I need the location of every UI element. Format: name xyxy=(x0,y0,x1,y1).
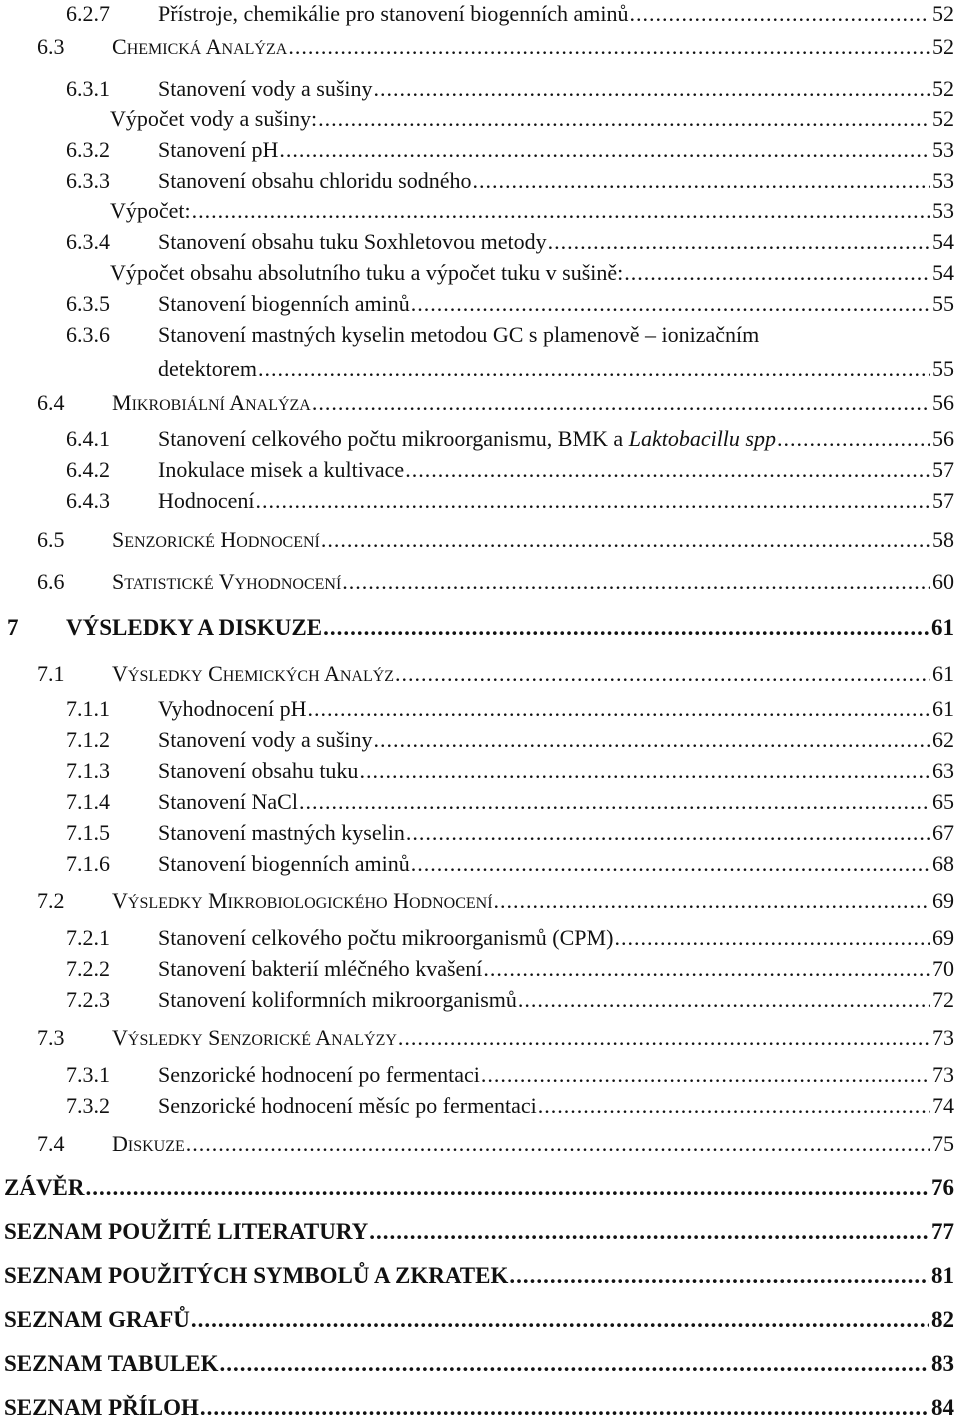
toc-leader-dots xyxy=(323,614,929,642)
toc-page-number: 57 xyxy=(932,457,954,482)
toc-entry-title: Stanovení obsahu tuku Soxhletovou metody xyxy=(158,229,547,254)
toc-page-number: 54 xyxy=(932,229,954,254)
toc-page-number: 70 xyxy=(932,956,954,981)
toc-leader-dots xyxy=(494,887,930,915)
toc-page-number: 73 xyxy=(932,1062,954,1087)
toc-entry-title: Stanovení koliformních mikroorganismů xyxy=(158,987,517,1012)
toc-entry-title: CHEMICKÁ ANALÝZA xyxy=(112,34,288,59)
toc-leader-dots xyxy=(624,259,930,287)
toc-entry-title: Výpočet obsahu absolutního tuku a výpočet tuku v sušině: xyxy=(110,260,624,285)
toc-entry-title: VÝSLEDKY CHEMICKÝCH ANALÝZ xyxy=(112,661,395,686)
toc-leader-dots xyxy=(509,1262,929,1290)
toc-page-number: 53 xyxy=(932,137,954,162)
toc-leader-dots xyxy=(258,355,930,383)
toc-leader-dots xyxy=(374,726,931,754)
toc-entry-title: SEZNAM POUŽITÉ LITERATURY xyxy=(4,1219,369,1244)
toc-page-number: 63 xyxy=(932,758,954,783)
toc-entry-title: Stanovení celkového počtu mikroorganismů (CPM) xyxy=(158,925,614,950)
toc-entry-number: 7.3.1 xyxy=(66,1062,110,1087)
toc-page-number: 77 xyxy=(931,1219,954,1244)
toc-leader-dots xyxy=(369,1218,929,1246)
toc-entry-number: 7.3 xyxy=(37,1025,65,1050)
toc-leader-dots xyxy=(629,0,930,28)
toc-leader-dots xyxy=(374,75,931,103)
toc-page-number: 57 xyxy=(932,488,954,513)
toc-entry-title: VÝSLEDKY SENZORICKÉ ANALÝZY xyxy=(112,1025,397,1050)
toc-entry-number: 6.2.7 xyxy=(66,1,110,26)
toc-entry-title: Stanovení pH xyxy=(158,137,279,162)
toc-entry-title: SEZNAM POUŽITÝCH SYMBOLŮ A ZKRATEK xyxy=(4,1263,509,1288)
toc-leader-dots xyxy=(321,526,930,554)
toc-leader-dots xyxy=(192,197,930,225)
toc-page-number: 67 xyxy=(932,820,954,845)
toc-entry-number: 7.1.3 xyxy=(66,758,110,783)
toc-page-number: 52 xyxy=(932,34,954,59)
toc-entry-title: VÝSLEDKY MIKROBIOLOGICKÉHO HODNOCENÍ xyxy=(112,888,493,913)
toc-entry-number: 6.3.2 xyxy=(66,137,110,162)
toc-entry-number: 6.4.3 xyxy=(66,488,110,513)
toc-page-number: 53 xyxy=(932,198,954,223)
toc-entry-title: Stanovení bakterií mléčného kvašení xyxy=(158,956,483,981)
toc-leader-dots xyxy=(777,425,930,453)
toc-entry-title-italic: Laktobacillu spp xyxy=(628,426,776,451)
toc-entry-title: Stanovení obsahu chloridu sodného xyxy=(158,168,472,193)
toc-entry-title: Stanovení NaCl xyxy=(158,789,298,814)
toc-entry-title: Přístroje, chemikálie pro stanovení biogenních aminů xyxy=(158,1,629,26)
toc-entry-title: Stanovení vody a sušiny xyxy=(158,76,373,101)
toc-entry-title: Stanovení mastných kyselin metodou GC s plamenově – ionizačním xyxy=(158,322,760,347)
toc-leader-dots xyxy=(299,788,930,816)
toc-entry-number: 6.6 xyxy=(37,569,65,594)
toc-entry-title: Výpočet: xyxy=(110,198,191,223)
toc-entry-number: 7.1.6 xyxy=(66,851,110,876)
toc-page-number: 61 xyxy=(932,661,954,686)
toc-page-number: 83 xyxy=(931,1351,954,1376)
toc-page-number: 52 xyxy=(932,1,954,26)
toc-leader-dots xyxy=(86,1174,929,1202)
toc-entry-number: 7.1.5 xyxy=(66,820,110,845)
toc-page-number: 52 xyxy=(932,76,954,101)
toc-entry-number: 6.3 xyxy=(37,34,65,59)
toc-entry-number: 7.2 xyxy=(37,888,65,913)
toc-leader-dots xyxy=(405,456,930,484)
toc-page-number: 61 xyxy=(931,615,954,640)
toc-page-number: 52 xyxy=(932,106,954,131)
toc-entry-number: 7.1.1 xyxy=(66,696,110,721)
toc-entry-title: Stanovení mastných kyselin xyxy=(158,820,405,845)
toc-leader-dots xyxy=(288,33,930,61)
toc-entry-number: 7.2.3 xyxy=(66,987,110,1012)
toc-leader-dots xyxy=(312,389,930,417)
toc-entry-title: Hodnocení xyxy=(158,488,255,513)
toc-leader-dots xyxy=(342,568,930,596)
toc-entry-number: 7.3.2 xyxy=(66,1093,110,1118)
toc-entry-title: ZÁVĚR xyxy=(4,1175,85,1200)
toc-page-number: 74 xyxy=(932,1093,954,1118)
toc-page-number: 84 xyxy=(931,1395,954,1420)
toc-entry-number: 6.4.2 xyxy=(66,457,110,482)
toc-leader-dots xyxy=(395,660,930,688)
toc-entry-title: Výpočet vody a sušiny: xyxy=(110,106,318,131)
toc-entry-title: detektorem xyxy=(158,356,257,381)
toc-entry-title: Vyhodnocení pH xyxy=(158,696,307,721)
toc-entry-title: VÝSLEDKY A DISKUZE xyxy=(66,615,323,640)
toc-leader-dots xyxy=(256,487,930,515)
toc-leader-dots xyxy=(191,1306,929,1334)
toc-entry-title: SEZNAM PŘÍLOH xyxy=(4,1395,199,1420)
toc-page-number: 65 xyxy=(932,789,954,814)
toc-entry-number: 7.1 xyxy=(37,661,65,686)
toc-entry-number: 7.4 xyxy=(37,1131,65,1156)
toc-entry-number: 7.1.4 xyxy=(66,789,110,814)
toc-entry-number: 7 xyxy=(7,615,19,640)
toc-page-number: 56 xyxy=(932,426,954,451)
toc-leader-dots xyxy=(538,1092,930,1120)
toc-entry-title: Stanovení biogenních aminů xyxy=(158,851,410,876)
toc-entry-title: Stanovení obsahu tuku xyxy=(158,758,359,783)
toc-entry-title-text: Stanovení celkového počtu mikroorganismu, BMK a xyxy=(158,426,629,451)
toc-page-number: 55 xyxy=(932,291,954,316)
toc-leader-dots xyxy=(518,986,930,1014)
toc-leader-dots xyxy=(406,819,930,847)
toc-entry-title: Stanovení vody a sušiny xyxy=(158,727,373,752)
toc-leader-dots xyxy=(359,757,930,785)
toc-leader-dots xyxy=(483,955,930,983)
toc-page-number: 81 xyxy=(931,1263,954,1288)
toc-entry-title: SEZNAM TABULEK xyxy=(4,1351,219,1376)
toc-page-number: 69 xyxy=(932,925,954,950)
toc-page-number: 61 xyxy=(932,696,954,721)
toc-leader-dots xyxy=(307,695,930,723)
toc-page-number: 69 xyxy=(932,888,954,913)
toc-entry-number: 6.4 xyxy=(37,390,65,415)
toc-leader-dots xyxy=(398,1024,930,1052)
toc-page-number: 62 xyxy=(932,727,954,752)
toc-entry-title: DISKUZE xyxy=(112,1131,185,1156)
toc-entry-number: 6.3.4 xyxy=(66,229,110,254)
toc-entry-number: 6.5 xyxy=(37,527,65,552)
toc-entry-title: STATISTICKÉ VYHODNOCENÍ xyxy=(112,569,342,594)
toc-entry-number: 7.2.1 xyxy=(66,925,110,950)
toc-page-number: 56 xyxy=(932,390,954,415)
toc-leader-dots xyxy=(614,924,930,952)
toc-entry-number: 6.3.3 xyxy=(66,168,110,193)
toc-leader-dots xyxy=(220,1350,929,1378)
toc-entry-number: 6.3.5 xyxy=(66,291,110,316)
toc-page-number: 82 xyxy=(931,1307,954,1332)
toc-entry-number: 7.2.2 xyxy=(66,956,110,981)
toc-page-number: 53 xyxy=(932,168,954,193)
toc-entry-number: 7.1.2 xyxy=(66,727,110,752)
toc-page-number: 75 xyxy=(932,1131,954,1156)
toc-leader-dots xyxy=(200,1394,929,1422)
toc-entry-title xyxy=(158,425,776,453)
toc-leader-dots xyxy=(472,167,930,195)
toc-entry-title: Senzorické hodnocení po fermentaci xyxy=(158,1062,480,1087)
toc-page-number: 58 xyxy=(932,527,954,552)
toc-entry-number: 6.4.1 xyxy=(66,426,110,451)
toc-entry-number: 6.3.1 xyxy=(66,76,110,101)
toc-page-number: 54 xyxy=(932,260,954,285)
toc-leader-dots xyxy=(548,228,930,256)
toc-page-number: 55 xyxy=(932,356,954,381)
toc-entry-number: 6.3.6 xyxy=(66,322,110,347)
toc-leader-dots xyxy=(411,850,930,878)
toc-page-number: 72 xyxy=(932,987,954,1012)
toc-entry-title: SENZORICKÉ HODNOCENÍ xyxy=(112,527,320,552)
toc-leader-dots xyxy=(279,136,930,164)
toc-leader-dots xyxy=(318,105,930,133)
toc-page-number: 60 xyxy=(932,569,954,594)
toc-entry-title: Senzorické hodnocení měsíc po fermentaci xyxy=(158,1093,537,1118)
toc-page-number: 76 xyxy=(931,1175,954,1200)
toc-page-number: 68 xyxy=(932,851,954,876)
toc-entry-title: Stanovení biogenních aminů xyxy=(158,291,410,316)
toc-page-number: 73 xyxy=(932,1025,954,1050)
toc-leader-dots xyxy=(411,290,930,318)
toc-leader-dots xyxy=(481,1061,930,1089)
toc-entry-title: Inokulace misek a kultivace xyxy=(158,457,405,482)
toc-entry-title: SEZNAM GRAFŮ xyxy=(4,1307,190,1332)
toc-leader-dots xyxy=(186,1130,930,1158)
toc-entry-title: MIKROBIÁLNÍ ANALÝZA xyxy=(112,390,311,415)
